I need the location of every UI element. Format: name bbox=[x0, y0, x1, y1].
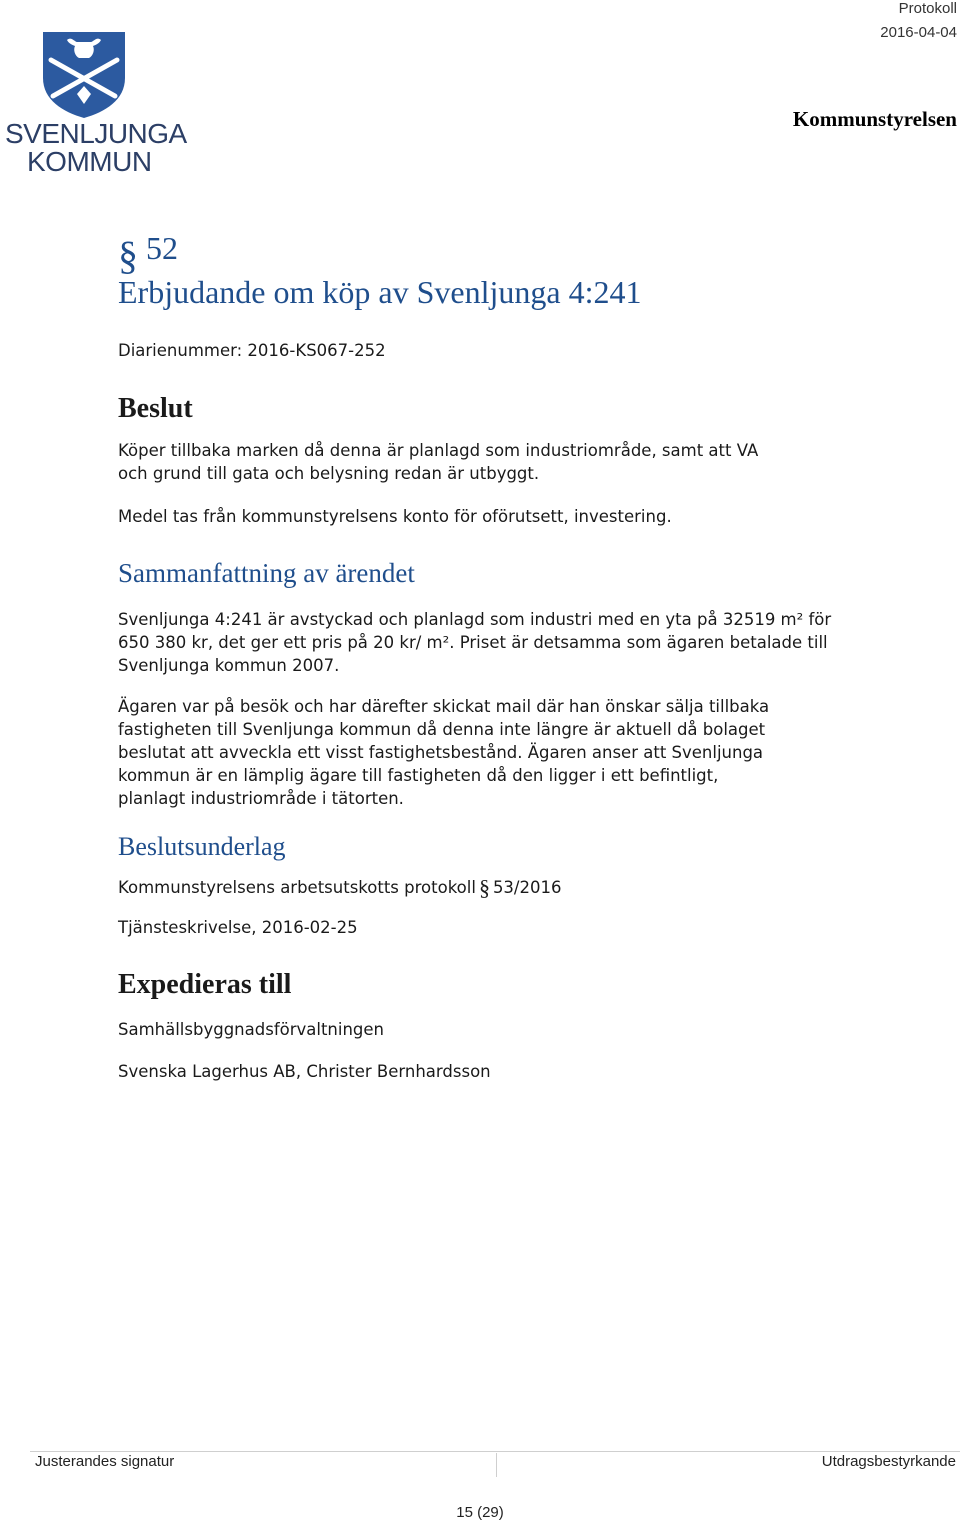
beslutsunderlag-item-1 bbox=[118, 874, 858, 899]
municipality-logo bbox=[5, 30, 187, 180]
logo-text-line1: SVENLJUNGA bbox=[5, 118, 187, 149]
heading-expedieras: Expedieras till bbox=[118, 969, 292, 1000]
page-number: 15 (29) bbox=[456, 1504, 504, 1521]
text-line: planlagt industriområde i tätorten. bbox=[118, 789, 404, 808]
text-line: Ägaren var på besök och har därefter skickat mail där han önskar sälja tillbaka bbox=[118, 697, 770, 716]
footer-certification-label: Utdragsbestyrkande bbox=[821, 1453, 956, 1470]
beslutsunderlag-item-2: Tjänsteskrivelse, 2016-02-25 bbox=[118, 918, 358, 937]
organization-name: Kommunstyrelsen bbox=[792, 107, 957, 131]
logo-text-line2: KOMMUN bbox=[27, 146, 152, 177]
paragraph-symbol: § bbox=[478, 875, 490, 900]
expedieras-item-2: Svenska Lagerhus AB, Christer Bernhardsson bbox=[118, 1062, 491, 1081]
beslut-paragraph-2: Medel tas från kommunstyrelsens konto för oförutsett, investering. bbox=[118, 507, 672, 526]
document-date: 2016-04-04 bbox=[880, 24, 957, 41]
heading-beslutsunderlag: Beslutsunderlag bbox=[118, 832, 286, 861]
text-line: och grund till gata och belysning redan är utbyggt. bbox=[118, 464, 540, 483]
section-symbol: § bbox=[118, 233, 138, 278]
text-line: 650 380 kr, det ger ett pris på 20 kr/ m². Priset är detsamma som ägaren betalade till bbox=[118, 633, 828, 652]
document-type: Protokoll bbox=[898, 0, 957, 17]
sammanfattning-paragraph-1 bbox=[118, 608, 858, 677]
diarienummer: Diarienummer: 2016-KS067-252 bbox=[118, 341, 386, 360]
text-line: kommun är en lämplig ägare till fastigheten då den ligger i ett befintligt, bbox=[118, 766, 719, 785]
footer-divider-line bbox=[30, 1451, 960, 1452]
footer-vertical-divider bbox=[496, 1453, 497, 1477]
item-text: Kommunstyrelsens arbetsutskotts protokoll bbox=[118, 878, 476, 897]
section-title: Erbjudande om köp av Svenljunga 4:241 bbox=[118, 274, 642, 310]
text-line: Svenljunga kommun 2007. bbox=[118, 656, 340, 675]
expedieras-item-1: Samhällsbyggnadsförvaltningen bbox=[118, 1020, 385, 1039]
text-line: fastigheten till Svenljunga kommun då denna inte längre är aktuell då bolaget bbox=[118, 720, 766, 739]
text-line: beslutat att avveckla ett visst fastighetsbestånd. Ägaren anser att Svenljunga bbox=[118, 743, 764, 762]
text-line: Svenljunga 4:241 är avstyckad och planlagd som industri med en yta på 32519 m² för bbox=[118, 610, 832, 629]
section-number: 52 bbox=[146, 230, 178, 266]
text-line: Köper tillbaka marken då denna är planlagd som industriområde, samt att VA bbox=[118, 441, 759, 460]
footer-signature-label: Justerandes signatur bbox=[35, 1453, 175, 1470]
heading-beslut: Beslut bbox=[118, 393, 193, 424]
coat-of-arms-icon bbox=[5, 30, 165, 120]
sammanfattning-paragraph-2 bbox=[118, 695, 858, 810]
beslut-paragraph-1 bbox=[118, 439, 858, 485]
heading-sammanfattning: Sammanfattning av ärendet bbox=[118, 558, 415, 588]
item-text: 53/2016 bbox=[492, 878, 562, 897]
